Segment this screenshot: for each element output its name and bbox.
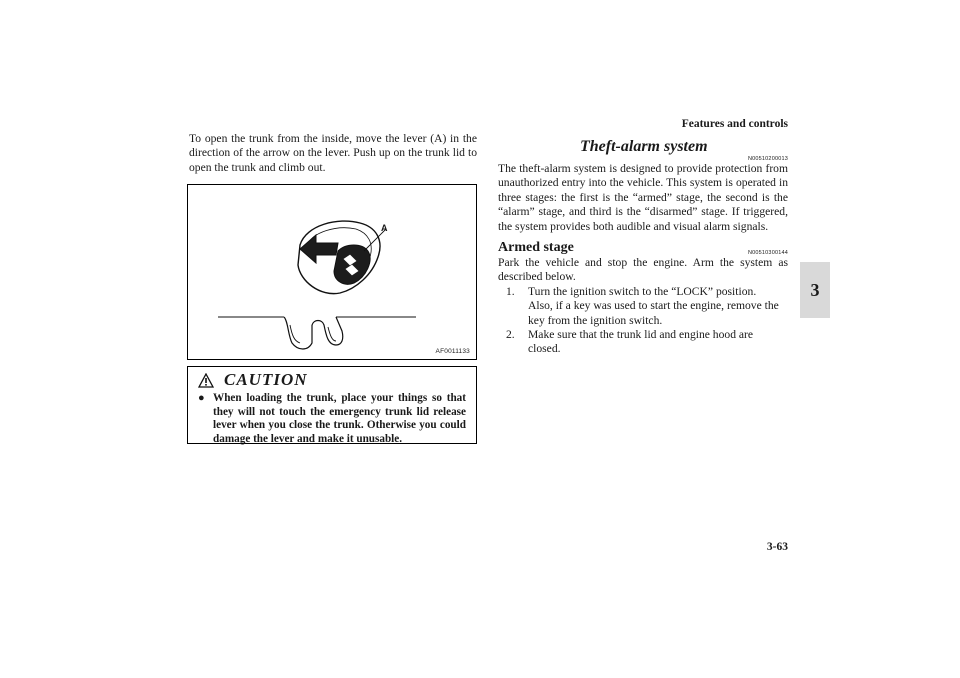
- right-column: [498, 138, 788, 357]
- caution-title: CAUTION: [224, 370, 308, 389]
- lever-label-a: A: [381, 223, 388, 233]
- step-note: Also, if a key was used to start the engine, remove the key from the ignition switch.: [528, 299, 779, 327]
- warning-triangle-icon: [198, 373, 214, 388]
- chapter-tab: 3: [800, 262, 830, 318]
- header-title: Features and controls: [681, 118, 788, 130]
- caution-box: [187, 366, 477, 444]
- step-text: Turn the ignition switch to the “LOCK” position.: [528, 284, 757, 298]
- list-item: [498, 285, 788, 328]
- section-title: Theft-alarm system: [580, 138, 708, 155]
- step-text: Make sure that the trunk lid and engine hood are closed.: [528, 328, 754, 356]
- left-column: [189, 132, 477, 175]
- caution-text: When loading the trunk, place your things so that they will not touch the emergency trunk lid release lever when you close the trunk. Otherwise you could damage the lever and make it unusable.: [213, 392, 466, 446]
- step-number: 2.: [506, 328, 515, 342]
- trunk-lever-figure: [187, 184, 477, 360]
- subsection-title: Armed stage: [498, 240, 574, 256]
- trunk-release-instructions: To open the trunk from the inside, move the lever (A) in the direction of the arrow on the lever. Push up on the trunk lid to open the trunk and climb out.: [189, 132, 477, 174]
- trunk-lever-illustration: [188, 185, 478, 361]
- page-number: 3-63: [766, 541, 788, 553]
- list-item: [498, 328, 788, 357]
- section-code: N00510200013: [747, 156, 788, 162]
- bullet-icon: ●: [198, 392, 205, 404]
- figure-code: AF0011133: [435, 348, 470, 355]
- subsection-text: Park the vehicle and stop the engine. Arm the system as described below.: [498, 256, 788, 284]
- subsection-code: N00510300144: [747, 250, 788, 257]
- section-text: The theft-alarm system is designed to provide protection from unauthorized entry into the vehicle. This system is operated in three stages: the first is the “armed” stage, the second is the “alarm” stage, and third is the “disarmed” stage. If triggered, the system provides both audible and visual alarm signals.: [498, 162, 788, 233]
- step-number: 1.: [506, 284, 515, 298]
